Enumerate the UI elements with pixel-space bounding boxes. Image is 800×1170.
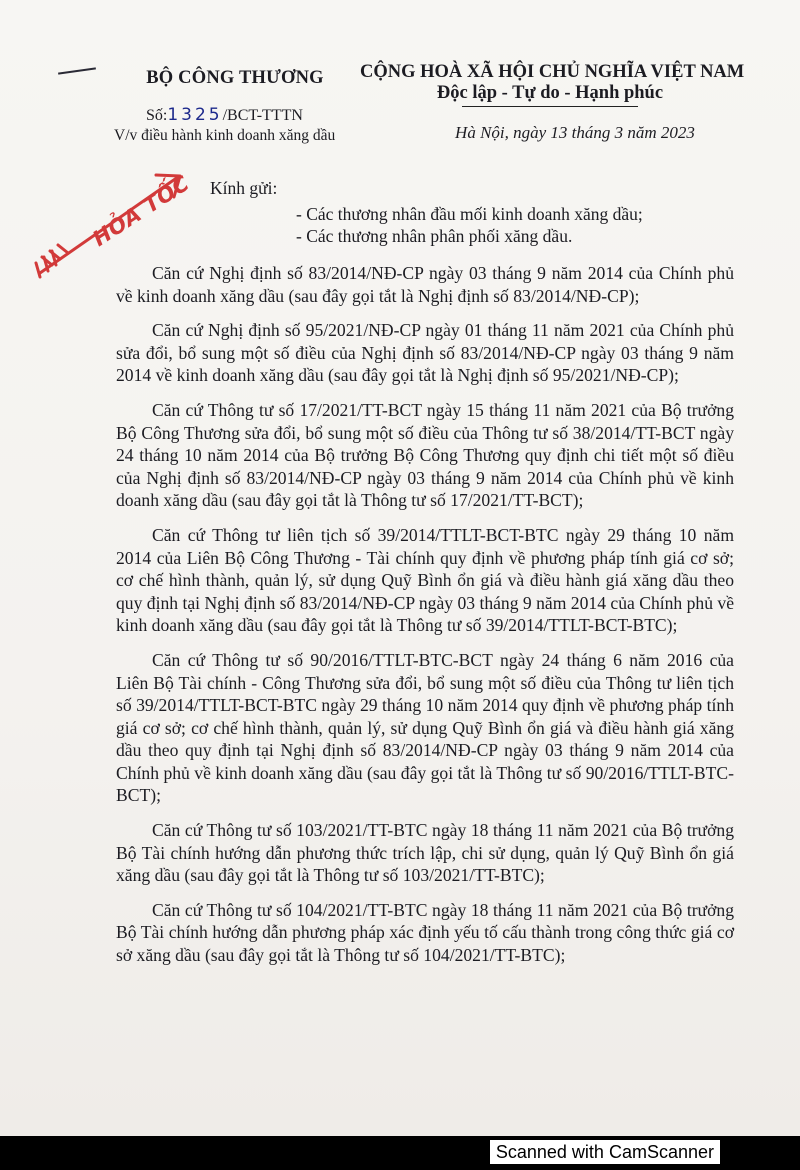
- handwritten-number: 1325: [167, 105, 223, 125]
- motto-underline: [462, 106, 638, 107]
- body-paragraph: Căn cứ Thông tư số 103/2021/TT-BTC ngày 18 tháng 11 năm 2021 của Bộ trưởng Bộ Tài chính hướng dẫn phương thức trích lập, chi sử dụng, quản lý Quỹ Bình ổn giá xăng dầu (sau đây gọi tắt là Thông tư số 103/2021/TT-BTC);: [116, 820, 734, 886]
- greeting: Kính gửi:: [210, 178, 278, 198]
- national-header: [360, 62, 745, 143]
- body-paragraph: Căn cứ Thông tư số 104/2021/TT-BTC ngày 18 tháng 11 năm 2021 của Bộ trưởng Bộ Tài chính hướng dẫn phương pháp xác định yếu tố cấu thành trong công thức giá cơ sở xăng dầu (sau đây gọi tắt là Thông tư số 104/2021/TT-BTC);: [116, 899, 734, 966]
- body-paragraph: Căn cứ Nghị định số 83/2014/NĐ-CP ngày 03 tháng 9 năm 2014 của Chính phủ về kinh doanh xăng dầu (sau đây gọi tắt là Nghị định số 83/2014/NĐ-CP);: [116, 263, 734, 306]
- issuer-block: [114, 68, 336, 145]
- scanner-watermark: Scanned with CamScanner: [490, 1140, 720, 1164]
- document-number: [140, 105, 330, 125]
- body-paragraph: Căn cứ Thông tư liên tịch số 39/2014/TTLT-BCT-BTC ngày 29 tháng 10 năm 2014 của Liên Bộ Công Thương - Tài chính quy định về phương pháp tính giá cơ sở; cơ chế hình thành, quản lý, sử dụng Quỹ Bình ổn giá và điều hành giá xăng dầu theo quy định tại Nghị định số 83/2014/NĐ-CP ngày 03 tháng 9 năm 2014 của Chính phủ về kinh doanh xăng dầu (sau đây gọi tắt là Thông tư số 39/2014/TTLT-BCT-BTC);: [116, 524, 735, 636]
- doc-number-suffix: /BCT-TTTN: [222, 107, 303, 124]
- recipient-item: - Các thương nhân phân phối xăng dầu.: [296, 226, 573, 246]
- body-paragraph: Căn cứ Nghị định số 95/2021/NĐ-CP ngày 01 tháng 11 năm 2021 của Chính phủ sửa đổi, bổ sung một số điều của Nghị định số 83/2014/NĐ-CP ngày 03 tháng 9 năm 2014 về kinh doanh xăng dầu (sau đây gọi tắt là Nghị định số 95/2021/NĐ-CP);: [116, 320, 734, 386]
- doc-number-prefix: Số:: [146, 107, 168, 124]
- agency-name: BỘ CÔNG THƯƠNG: [146, 68, 324, 88]
- recipients-block: [210, 178, 643, 247]
- recipient-item: - Các thương nhân đầu mối kinh doanh xăng dầu;: [296, 204, 643, 224]
- subject-line: V/v điều hành kinh doanh xăng dầu: [114, 127, 336, 144]
- nation-title: CỘNG HOÀ XÃ HỘI CHỦ NGHĨA VIỆT NAM: [360, 62, 745, 82]
- pen-mark: [58, 67, 96, 74]
- document-body: [116, 262, 734, 979]
- body-paragraph: Căn cứ Thông tư số 17/2021/TT-BCT ngày 15 tháng 11 năm 2021 của Bộ trưởng Bộ Công Thương sửa đổi, bổ sung một số điều của Thông tư số 38/2014/TT-BCT ngày 24 tháng 10 năm 2014 của Bộ trưởng Bộ Công Thương quy định chi tiết một số điều của Nghị định số 83/2014/NĐ-CP ngày 03 tháng 9 năm 2014 của Chính phủ về kinh doanh xăng dầu (sau đây gọi tắt là Thông tư số 17/2021/TT-BCT);: [116, 399, 734, 511]
- body-paragraph: Căn cứ Thông tư số 90/2016/TTLT-BTC-BCT ngày 24 tháng 6 năm 2016 của Liên Bộ Tài chính - Công Thương sửa đổi, bổ sung một số điều của Thông tư liên tịch số 39/2014/TTLT-BCT-BTC ngày 29 tháng 10 năm 2014 quy định về phương pháp tính giá cơ sở; cơ chế hình thành, quản lý, sử dụng Quỹ Bình ổn giá và điều hành giá xăng dầu theo quy định tại Nghị định số 83/2014/NĐ-CP ngày 03 tháng 9 năm 2014 của Chính phủ về kinh doanh xăng dầu (sau đây gọi tắt là Thông tư số 90/2016/TTLT-BTC-BCT);: [116, 649, 734, 806]
- place-date: Hà Nội, ngày 13 tháng 3 năm 2023: [455, 123, 695, 142]
- motto: Độc lập - Tự do - Hạnh phúc: [436, 83, 664, 103]
- stamp-text: HỎA TỐC: [88, 170, 194, 252]
